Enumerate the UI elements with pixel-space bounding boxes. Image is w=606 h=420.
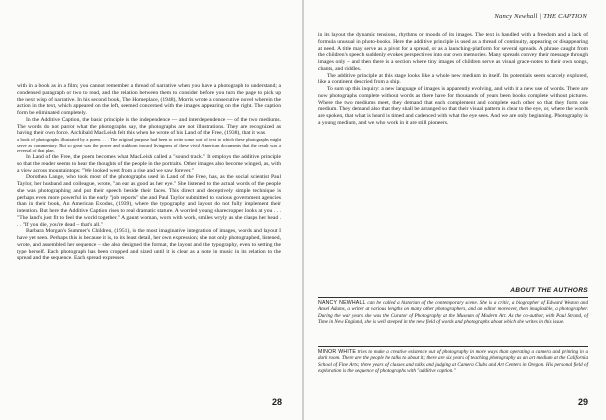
bio-divider-1 xyxy=(318,297,588,298)
left-paragraph-3: In Land of the Free, the poem becomes what MacLeish called a "sound track." It employs the additive principle so that the reader seems to hear the thoughts of the people in the portraits. Other images also become winged, as, with a view across mountaintops: "We looked west from a rise and we saw forever." xyxy=(17,154,281,174)
left-paragraph-1: with in a book as in a film; you cannot remember a thread of narrative when you have a photograph to understand; a condensed paragraph or two to read, and the relation between them to consider before you turn the page to pick up the next wisp of narrative. In his second book, The Homeplace, (1948), Morris wrote a consecutive novel wherein the action in the text, which appeared on the left, seemed concerned with the images appearing on the right. The caption form be eliminated completely. xyxy=(17,83,281,116)
left-paragraph-5: Barbara Morgan's Summer's Children, (1951), is the most imaginative integration of images, words and layout I have yet seen. Perhaps this is because it is, to its least detail, her own expression; she not only photographed, listened, wrote, and assembled her sequence – she also designed the format, the layout and the typography, even to setting the type herself. Each photograph has been cropped and sized until it is clear as a note in music in its relation to the spread and the sequence. Each spread expresses xyxy=(17,228,281,262)
bio-minor-white xyxy=(318,349,588,374)
left-paragraph-2: In the Additive Caption, the basic principle is the independence — and interdependence — of the two mediums. The words do not parrot what the photographs say, the photographs are not illustrations. They are recognized as having their own force. Archibald MacLeish felt this when he wrote of his Land of the Free, (1938), that it was xyxy=(17,116,281,137)
about-authors-heading: ABOUT THE AUTHORS xyxy=(510,287,588,294)
bio-divider-2 xyxy=(318,346,588,347)
right-paragraph-3: To sum up this inquiry: a new language of images is apparently evolving, and with it a new use of words. There are now photographs complete without words as there have for thousands of years been books complete without pictures. Where the two mediums meet, they demand that each complement and complete each other so that they form one medium. They demand also that they shall be arranged so that their visual pattern is clear to the eye, or, where the words are spoken, that what is heard is timed and cadenced with what the eye sees. And we are only beginning. Photography is a young medium, and we who work in it are still pioneers. xyxy=(318,86,588,126)
running-head: Nancy Newhall | THE CAPTION xyxy=(494,13,587,20)
right-paragraph-2: The additive principle at this stage looks like a whole new medium in itself. Its potentials seem scarcely explored, like a continent descried from a ship. xyxy=(318,72,588,86)
bio-name: NANCY NEWHALL xyxy=(318,300,366,306)
left-text-column xyxy=(17,83,281,262)
bio-text: tries to make a creative existence out of photography in more ways than operating a camera and printing in a dark room. There are the people he talks to about it; there are six years of teaching photography as an art medium at the California School of Fine Arts; three years of classes and talks and judging at Camera Clubs and Art Centers in Oregon. His personal field of exploration is the sequence of photographs with "additive caption." xyxy=(318,349,589,374)
left-paragraph-4: Dorothea Lange, who took most of the photographs used in Land of the Free, has, as the social scientist Paul Taylor, her husband and colleague, wrote, "an ear as good as her eye." She listened to the actual words of the people she was photographing and put their speech beside their faces. This direct and deceptively simple technique is perhaps even more powerful in the early "job reports" she and Paul Taylor submitted to various government agencies than in their book, An American Exodus, (1939), where the typography and layout do not fully implement their intention. But here the Additive Caption rises to real dramatic stature. A worried young sharecropper looks at you . . . "The land's just fit to feel the world together." A gaunt woman, worn with work, smiles wryly as she clasps her head . . . "If you die, you're dead – that's all." xyxy=(17,174,281,228)
bio-name: MINOR WHITE xyxy=(318,349,357,355)
bio-nancy-newhall xyxy=(318,300,588,325)
page-number-right: 29 xyxy=(577,397,588,407)
right-page xyxy=(304,0,606,420)
right-paragraph-1: in its layout the dynamic tensions, rhythms or moods of its images. The text is handled with a freedom and a lack of formula unusual in photo-books. Here the additive principle is used as a thread of continuity, appearing or disappearing at need. A title may serve as a pivot for a spread, or as a launching-platform for several spreads. A phrase caught from the children's speech suddenly evokes perspectives into our own memories. Many spreads convey their message through images only – and then there is a section where tiny images of children serve as visual grace-notes to their own songs, chants, and riddles. xyxy=(318,32,588,72)
bio-text: can be called a historian of the contemporary scene. She is a critic, a biographer of Edward Weston and Ansel Adams, a writer at various lengths on many other photographers, and an editor moreover, then imaginable, a photographer. During the war years she was the Curator of Photography at the Museum of Modern Art. As the co-author, with Paul Strand, of Time in New England, she is well steeped in the new field of words and photographs about which she writes in this issue. xyxy=(318,300,588,325)
page-number-left: 28 xyxy=(271,397,282,407)
block-quote: a book of photographs illustrated by a poem. . . . The original purpose had been to write some sort of text to which these photographs might serve as commentary. But so great was the power and stubborn inward livingness of these vivid American documents that the result was a reversal of that plan. xyxy=(17,137,281,154)
left-page xyxy=(0,0,302,420)
right-text-column xyxy=(318,32,588,127)
